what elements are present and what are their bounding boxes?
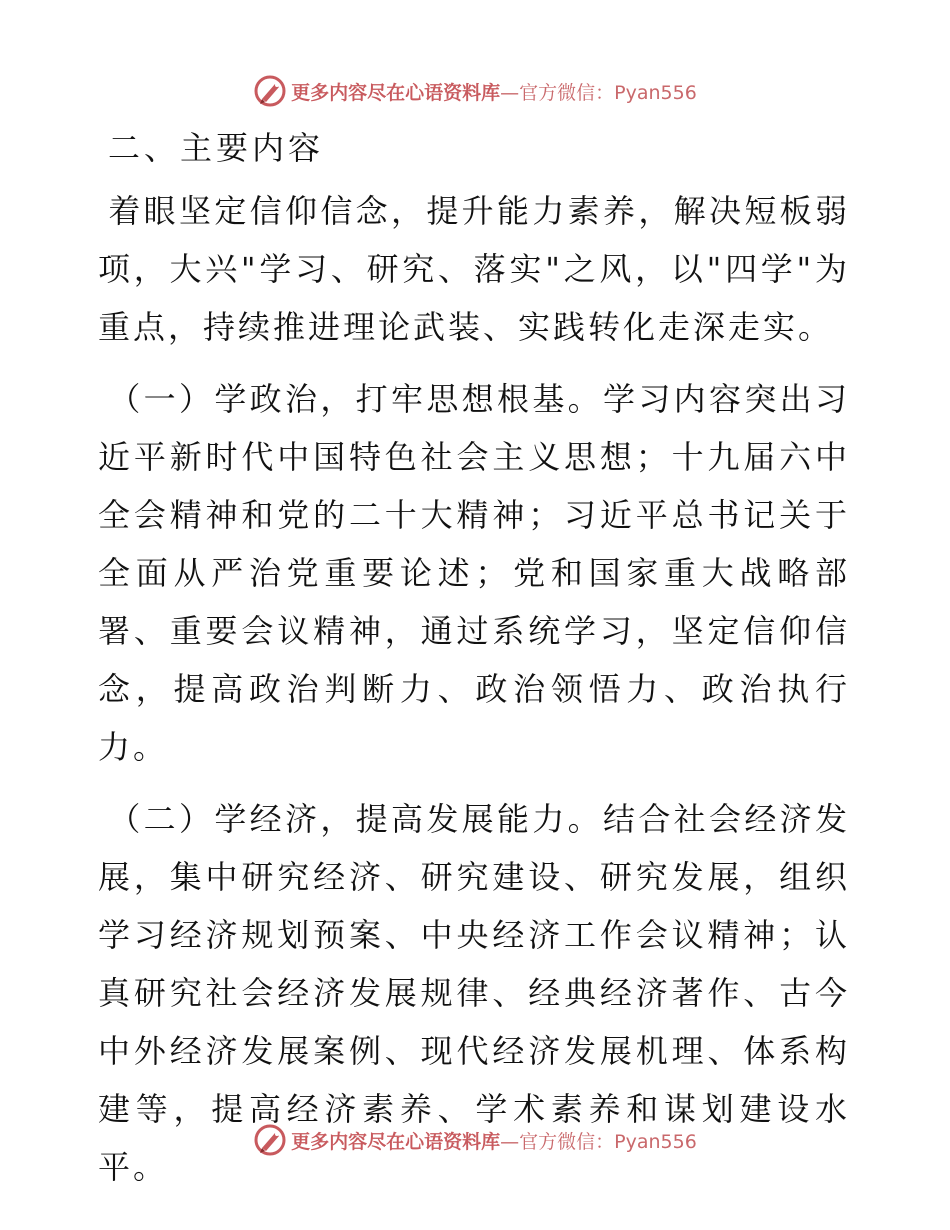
paragraph-politics-text: （一）学政治，打牢思想根基。学习内容突出习近平新时代中国特色社会主义思想；十九届六中全会精神和党的二十大精神；习近平总书记关于全面从严治党重要论述；党和国家重大战略部署、重要会议精神，通过系统学习，坚定信仰信念，提高政治判断力、政治领悟力、政治执行力。 [98,380,850,766]
paragraph-economics-text: （二）学经济，提高发展能力。结合社会经济发展，集中研究经济、研究建设、研究发展，组织学习经济规划预案、中央经济工作会议精神；认真研究社会经济发展规律、经典经济著作、古今中外经济发展案例、现代经济发展机理、体系构建等，提高经济素养、学术素养和谋划建设水平。 [98,800,850,1186]
paragraph-intro-text: 着眼坚定信仰信念，提升能力素养，解决短板弱项，大兴"学习、研究、落实"之风，以"四学"为重点，持续推进理论武装、实践转化走深走实。 [98,192,850,346]
header-wechat-text: 官方微信：Pyan556 [519,81,697,104]
footer-wechat-text: 官方微信：Pyan556 [519,1130,697,1153]
footer-promo-text: 更多内容尽在心语资料库 [291,1130,501,1153]
document-body [98,122,850,1210]
header-watermark-banner [0,71,950,111]
header-dash: — [500,81,520,104]
pen-logo-icon [253,1123,287,1157]
footer-watermark-banner [0,1120,950,1160]
section-title: 二、主要内容 [108,129,325,167]
paragraph-politics [98,370,850,776]
footer-watermark-text [291,1127,697,1154]
footer-dash: — [500,1130,520,1153]
paragraph-intro [98,182,850,356]
header-promo-text: 更多内容尽在心语资料库 [291,81,501,104]
pen-logo-icon [253,74,287,108]
header-watermark-text [291,78,697,105]
